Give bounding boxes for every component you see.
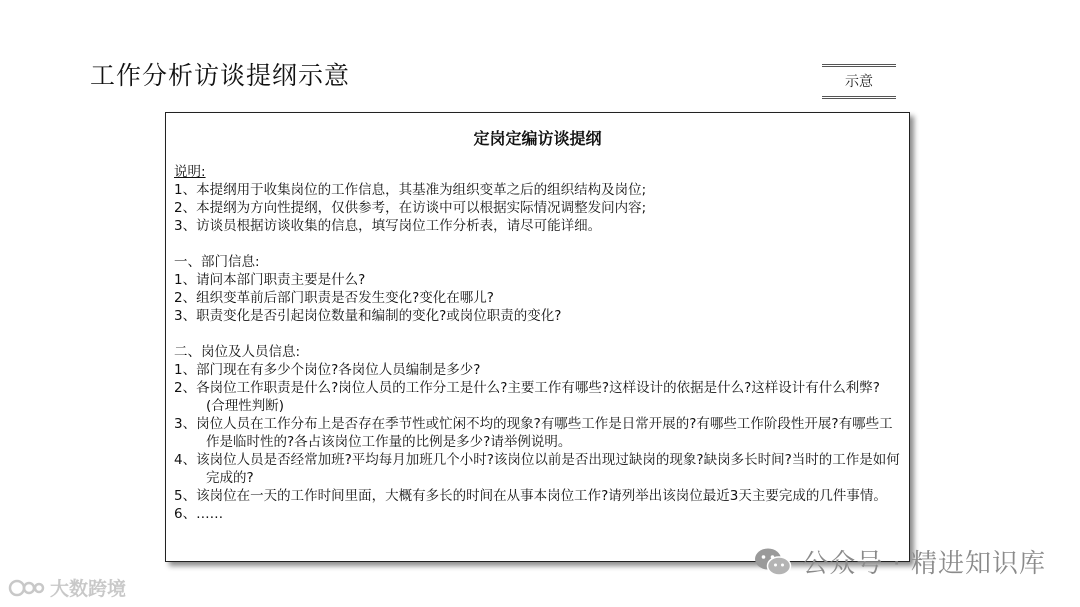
position-section (174, 343, 901, 523)
logo-icon (8, 577, 46, 599)
question-line: 3、职责变化是否引起岗位数量和编制的变化?或岗位职责的变化? (174, 308, 562, 324)
question-line: 1、部门现在有多少个岗位?各岗位人员编制是多少? (174, 362, 481, 378)
page-title: 工作分析访谈提纲示意 (90, 61, 351, 90)
question-line: 6、…… (174, 506, 224, 522)
section-heading: 一、部门信息: (174, 254, 260, 270)
question-line: 2、各岗位工作职责是什么?岗位人员的工作分工是什么?主要工作有哪些?这样设计的依据是什么?这样设计有什么利弊? (合理性判断) (174, 380, 880, 414)
notes-block (174, 163, 901, 235)
illustration-tag: 示意 (822, 64, 896, 99)
question-line: 1、请问本部门职责主要是什么? (174, 272, 366, 288)
section-heading: 二、岗位及人员信息: (174, 344, 301, 360)
question-line: 5、该岗位在一天的工作时间里面，大概有多长的时间在从事本岗位工作?请列举出该岗位最近3天主要完成的几件事情。 (174, 488, 887, 504)
watermark-text: 公众号 · 精进知识库 (802, 549, 1046, 579)
note-line: 1、本提纲用于收集岗位的工作信息，其基准为组织变革之后的组织结构及岗位; (174, 182, 647, 198)
question-line: 4、该岗位人员是否经常加班?平均每月加班几个小时?该岗位以前是否出现过缺岗的现象?缺岗多长时间?当时的工作是如何完成的? (174, 452, 900, 486)
brand-logo (8, 574, 126, 601)
wechat-watermark (754, 543, 1046, 580)
logo-text: 大数跨境 (50, 578, 127, 600)
question-line: 2、组织变革前后部门职责是否发生变化?变化在哪儿? (174, 290, 494, 306)
question-line: 3、岗位人员在工作分布上是否存在季节性或忙闲不均的现象?有哪些工作是日常开展的?有哪些工作阶段性开展?有哪些工作是临时性的?各占该岗位工作量的比例是多少?请举例说明。 (174, 416, 893, 450)
wechat-icon (754, 547, 792, 577)
note-line: 3、访谈员根据访谈收集的信息，填写岗位工作分析表，请尽可能详细。 (174, 218, 602, 234)
notes-heading: 说明: (174, 164, 206, 180)
note-line: 2、本提纲为方向性提纲，仅供参考，在访谈中可以根据实际情况调整发问内容; (174, 200, 647, 216)
panel-title: 定岗定编访谈提纲 (473, 129, 602, 148)
department-section (174, 253, 901, 325)
interview-outline-panel (165, 112, 910, 562)
